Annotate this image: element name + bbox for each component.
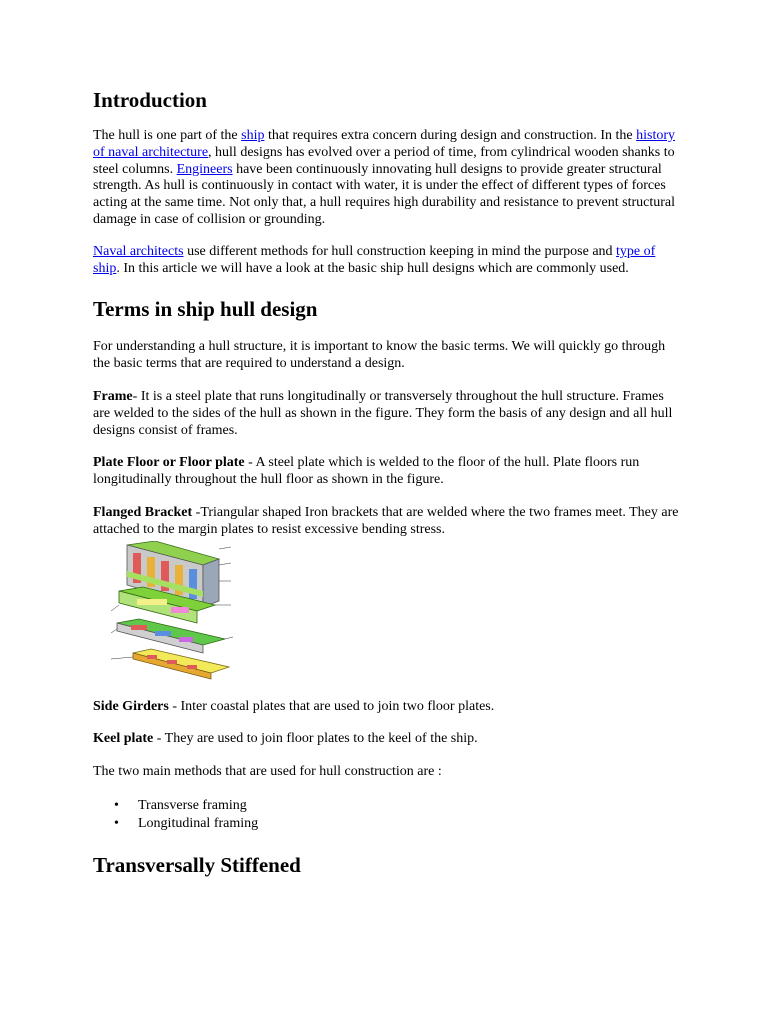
keel-plate-definition [93,731,681,748]
term-frame: Frame [93,388,133,404]
transversal-heading: Transversally Stiffened [93,852,301,877]
side-girders-definition [93,699,681,716]
text: The hull is one part of the [93,128,242,143]
intro-heading: Introduction [93,88,207,112]
list-item-label: Longitudinal framing [138,815,259,831]
term-plate-floor: Plate Floor or Floor plate [93,455,245,471]
frame-definition [93,389,681,439]
bullet-icon: • [114,815,119,831]
link-type-of-ship[interactable]: type of ship [93,243,656,276]
bullet-icon: • [114,797,119,813]
term-keel-plate: Keel plate [93,731,154,747]
text: -Triangular shaped Iron brackets that are welded where the two frames meet. They are attached to the margin plates to resist excessive bending stress. [93,504,679,537]
link-history-naval-architecture[interactable]: history of naval architecture [93,128,676,160]
methods-list [93,797,683,833]
list-item [114,797,683,815]
text: . In this article we will have a look at the basic ship hull designs which are commonly used. [116,260,629,276]
link-ship[interactable]: ship [241,128,265,143]
text: that requires extra concern during design and construction. In the [264,128,637,143]
text: have been continuously innovating hull designs to provide greater structural strength. As hull is continuously in contact with water, it is under the effect of different types of forces acting at the same time. Not only that, a hull requires high durability and resistance to prevent structural damage in case of collision or grounding. [93,161,675,227]
methods-intro: The two main methods that are used for hull construction are : [93,764,442,780]
list-item [114,815,683,833]
article-body [93,86,683,879]
link-naval-architects[interactable]: Naval architects [93,243,184,259]
terms-heading: Terms in ship hull design [93,297,318,322]
text: - It is a steel plate that runs longitudinally or transversely throughout the hull structure. Frames are welded to the sides of the hull as shown in the figure. They form the basis of any design and all hull designs consist of frames. [93,388,673,438]
text: - Inter coastal plates that are used to join two floor plates. [168,698,495,714]
text: use different methods for hull construction keeping in mind the purpose and [183,243,617,259]
term-flanged-bracket: Flanged Bracket [93,504,193,520]
hull-diagram-image [107,541,237,681]
plate-floor-definition [93,455,681,489]
flanged-bracket-definition [93,505,681,539]
link-engineers[interactable]: Engineers [176,161,233,177]
terms-intro-paragraph: For understanding a hull structure, it is important to know the basic terms. We will quickly go through the basic terms that are required to understand a design. [93,339,666,372]
hull-structure-figure [107,541,237,681]
text: - They are used to join floor plates to the keel of the ship. [153,731,478,747]
list-item-label: Transverse framing [138,797,247,813]
intro-paragraph-1 [93,128,681,229]
text: - A steel plate which is welded to the floor of the hull. Plate floors run longitudinally throughout the hull floor as shown in the figure. [93,455,640,488]
term-side-girders: Side Girders [93,698,169,714]
intro-paragraph-2 [93,244,681,278]
text: , hull designs has evolved over a period of time, from cylindrical wooden shanks to steel columns. [93,144,675,177]
